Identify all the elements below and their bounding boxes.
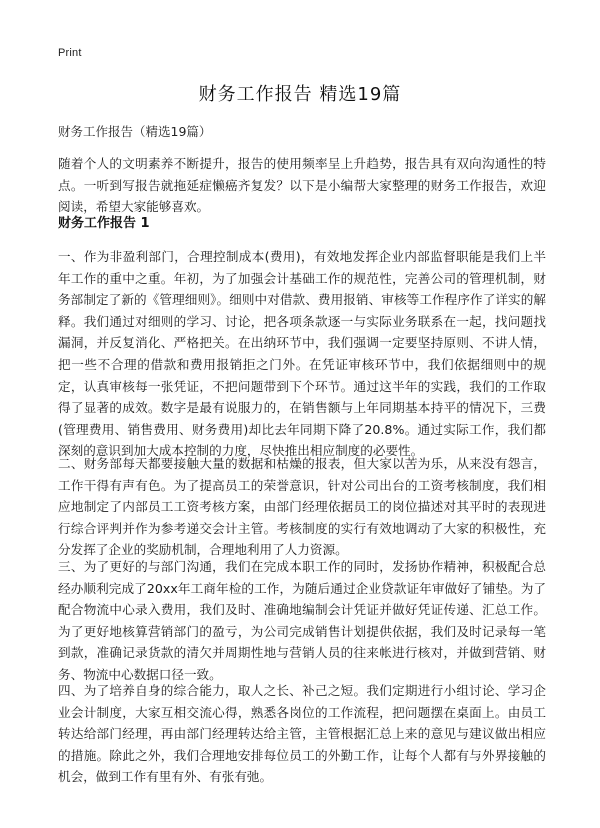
print-label: Print: [58, 47, 82, 59]
paragraph-2: 二、财务部每天都要接触大量的数据和枯燥的报表，但大家以苦为乐，从来没有怨言，工作干得有声有色。为了提高员工的荣誉意识，针对公司出台的工资考核制度，我们相应地制定了内部员工工资考核方案，由部门经理依据员工的岗位描述对其平时的表现进行综合评判并作为参考递交会计主管。考核制度的实行有效地调动了大家的积极性，充分发挥了企业的奖励机制，合理地利用了人力资源。: [58, 456, 546, 558]
intro-paragraph: 随着个人的文明素养不断提升，报告的使用频率呈上升趋势，报告具有双向沟通性的特点。一听到写报告就拖延症懒癌齐复发？以下是小编帮大家整理的财务工作报告，欢迎阅读，希望大家能够喜欢。: [58, 156, 546, 215]
section-heading: 财务工作报告 1: [58, 216, 150, 231]
paragraph-1: 一、作为非盈利部门，合理控制成本(费用)，有效地发挥企业内部监督职能是我们上半年工作的重中之重。年初，为了加强会计基础工作的规范性，完善公司的管理机制，财务部制定了新的《管理细则》。细则中对借款、费用报销、审核等工作程序作了详实的解释。我们通过对细则的学习、讨论，把各项条款逐一与实际业务联系在一起，找问题找漏洞，并反复消化、严格把关。在出纳环节中，我们强调一定要坚持原则、不讲人情，把一些不合理的借款和费用报销拒之门外。在凭证审核环节中，我们依据细则中的规定，认真审核每一张凭证，不把问题带到下个环节。通过这半年的实践，我们的工作取得了显著的成效。数字是最有说服力的，在销售额与上年同期基本持平的情况下，三费(管理费用、销售费用、财务费用)却比去年同期下降了20.8%。通过实际工作，我们都深刻的意识到加大成本控制的力度，尽快推出相应制度的必要性。: [58, 249, 546, 459]
paragraph-4: 四、为了培养自身的综合能力，取人之长、补己之短。我们定期进行小组讨论、学习企业会计制度，大家互相交流心得，熟悉各岗位的工作流程，把问题摆在桌面上。由员工转达给部门经理，再由部门经理转达给主管，主管根据汇总上来的意见与建议做出相应的措施。除此之外，我们合理地安排每位员工的外勤工作，让每个人都有与外界接触的机会，做到工作有里有外、有张有弛。: [58, 683, 546, 785]
paragraph-3: 三、为了更好的与部门沟通，我们在完成本职工作的同时，发扬协作精神，积极配合总经办顺利完成了20xx年工商年检的工作，为随后通过企业贷款证年审做好了铺垫。为了配合物流中心录入费用，我们及时、准确地编制会计凭证并做好凭证传递、汇总工作。为了更好地核算营销部门的盈亏，为公司完成销售计划提供依据，我们及时记录每一笔到款，准确记录货款的清欠并周期性地与营销人员的往来帐进行核对，并做到营销、财务、物流中心数据口径一致。: [58, 559, 546, 682]
page-title: 财务工作报告 精选19篇: [198, 84, 402, 105]
document-subtitle: 财务工作报告（精选19篇）: [58, 124, 212, 139]
